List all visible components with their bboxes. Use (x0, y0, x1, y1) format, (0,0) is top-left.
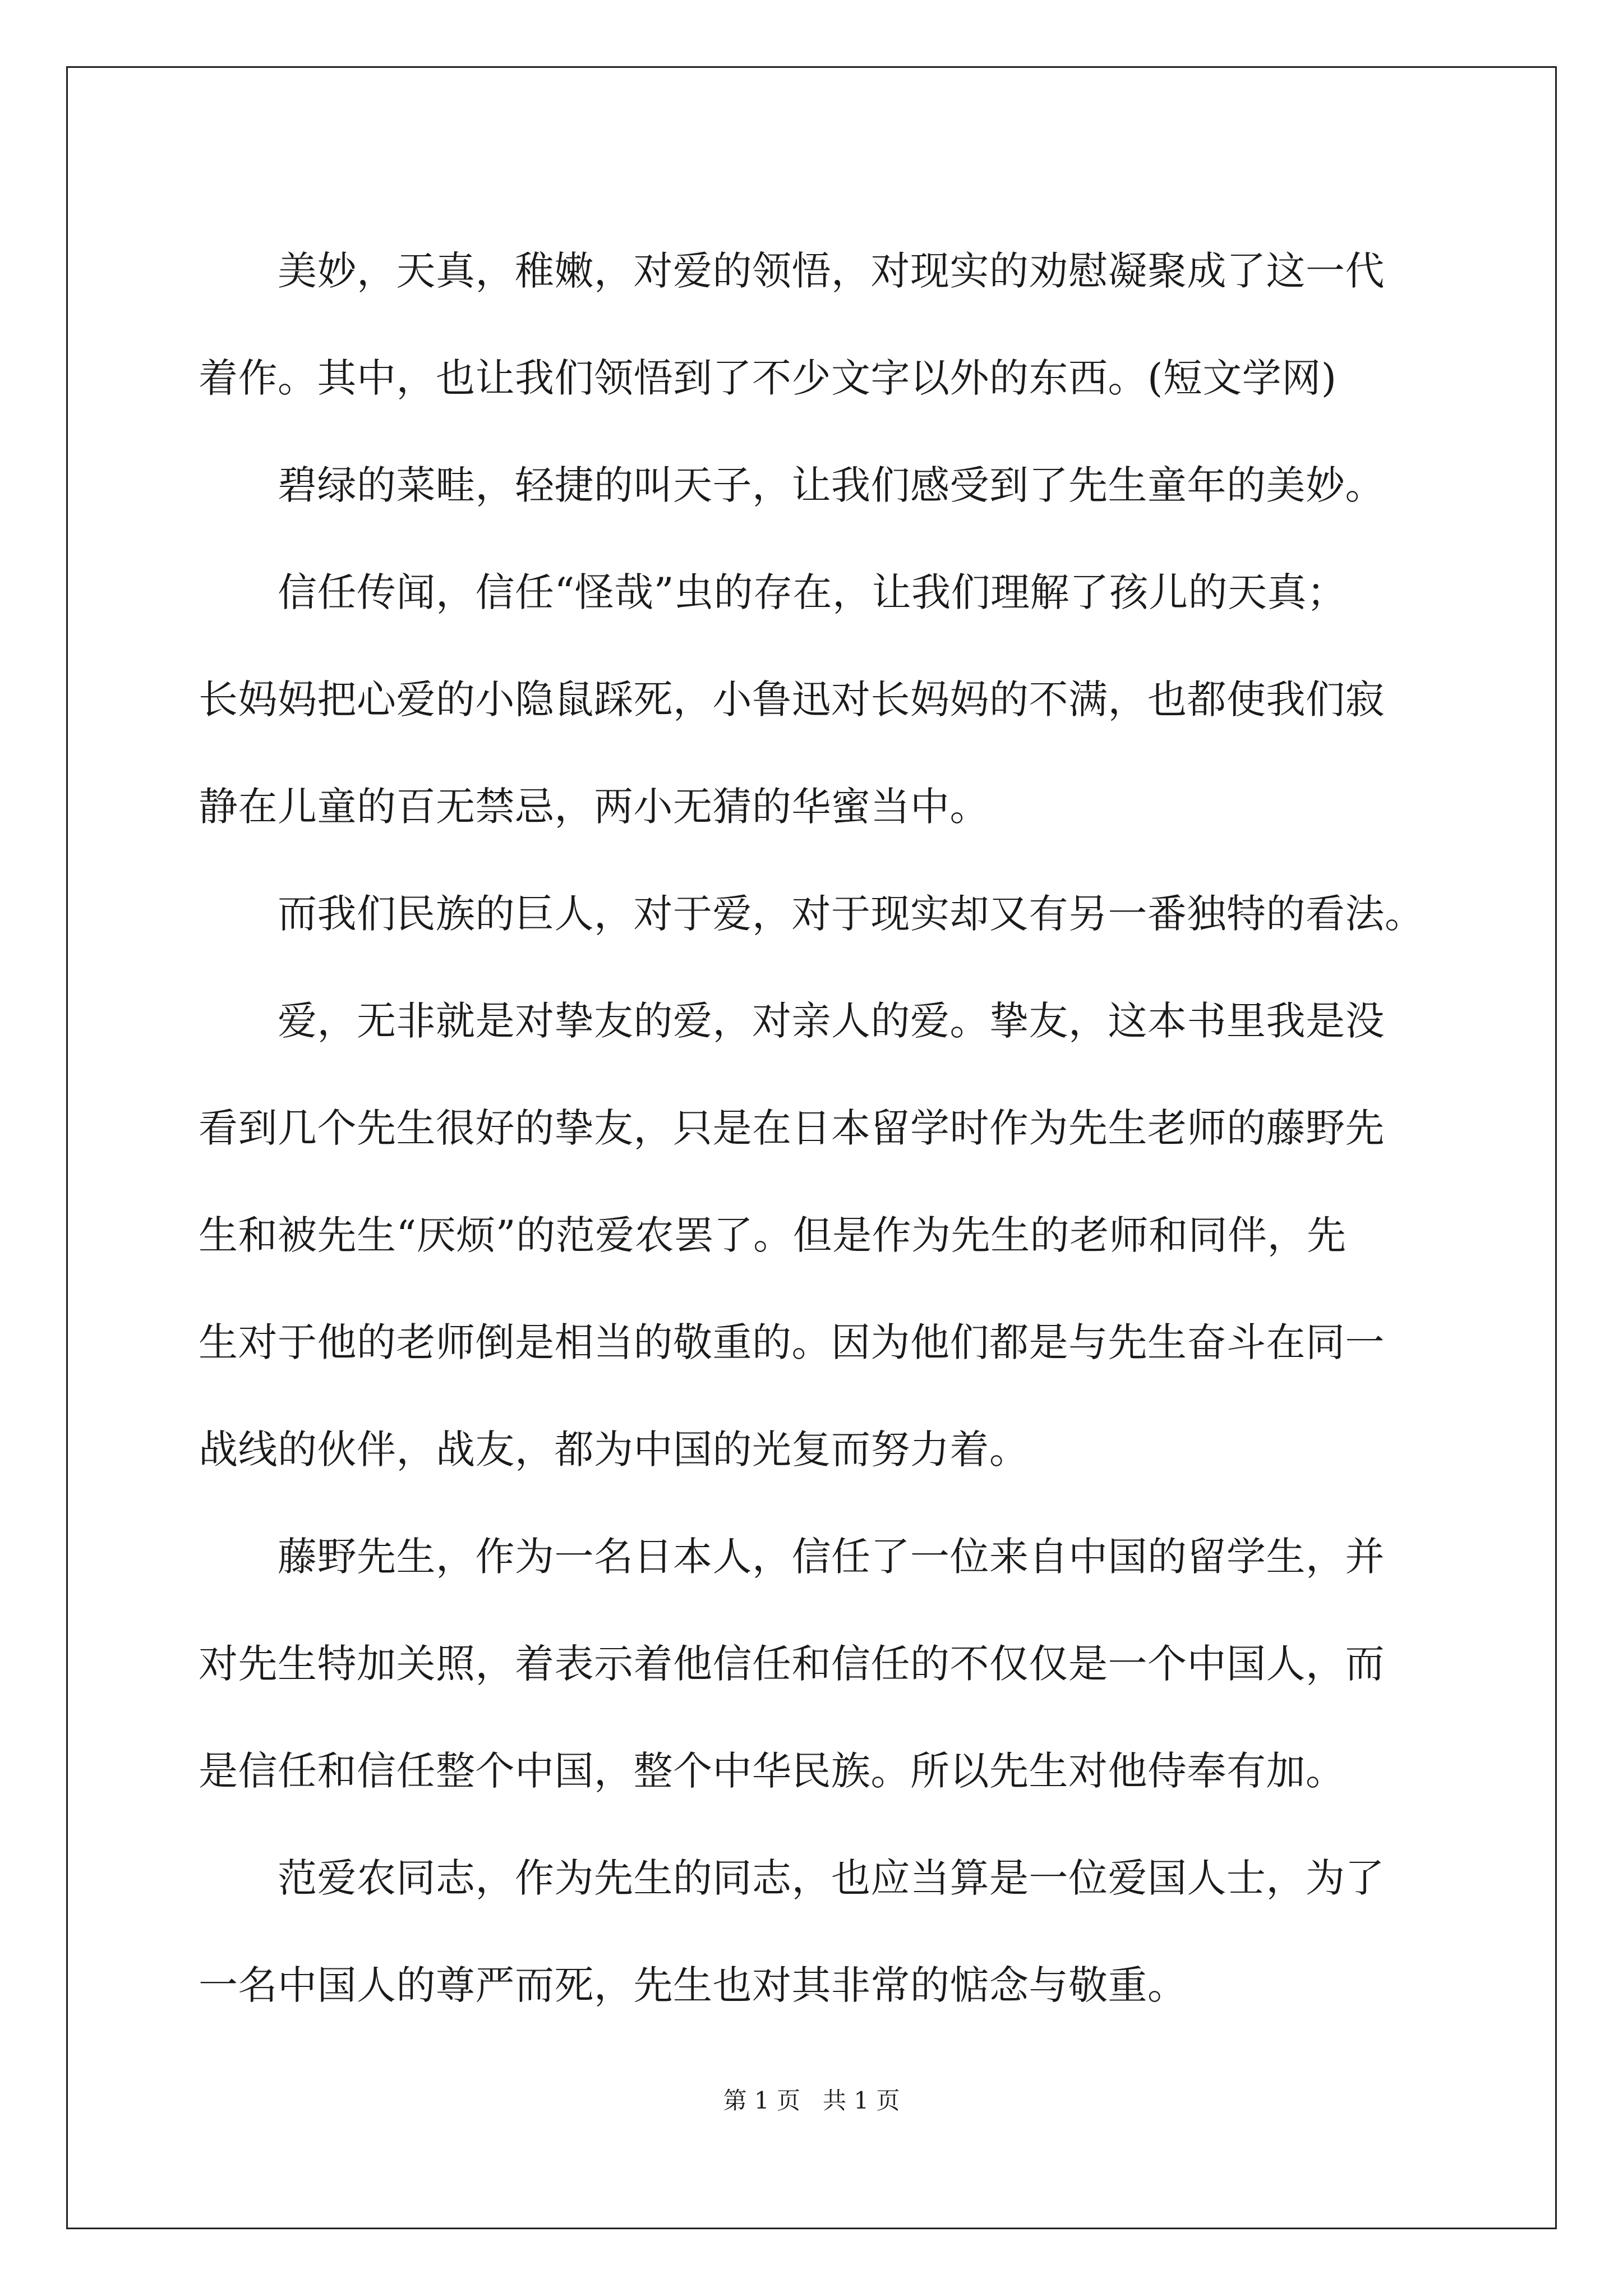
text-line: 生和被先生“厌烦”的范爱农罢了。但是作为先生的老师和同伴，先 (199, 1212, 1347, 1258)
text-line: 静在儿童的百无禁忌，两小无猜的华蜜当中。 (199, 784, 989, 830)
page-number-total: 共 1 页 (823, 2087, 900, 2114)
text-line: 范爱农同志，作为先生的同志，也应当算是一位爱国人士，为了 (199, 1855, 1385, 1901)
text-line: 藤野先生，作为一名日本人，信任了一位来自中国的留学生，并 (199, 1534, 1385, 1580)
text-line: 对先生特加关照，着表示着他信任和信任的不仅仅是一个中国人，而 (199, 1641, 1385, 1687)
text-line: 信任传闻，信任“怪哉”虫的存在，让我们理解了孩儿的天真； (199, 569, 1347, 615)
text-line: 美妙，天真，稚嫩，对爱的领悟，对现实的劝慰凝聚成了这一代 (199, 248, 1385, 294)
text-line: 而我们民族的巨人，对于爱，对于现实却又有另一番独特的看法。 (199, 891, 1424, 937)
text-line: 是信任和信任整个中国，整个中华民族。所以先生对他侍奉有加。 (199, 1748, 1345, 1794)
text-line: 着作。其中，也让我们领悟到了不少文字以外的东西。(短文学网) (199, 355, 1337, 401)
text-line: 爱，无非就是对挚友的爱，对亲人的爱。挚友，这本书里我是没 (199, 998, 1385, 1044)
text-line: 一名中国人的尊严而死，先生也对其非常的惦念与敬重。 (199, 1962, 1187, 2008)
text-line: 长妈妈把心爱的小隐鼠踩死，小鲁迅对长妈妈的不满，也都使我们寂 (199, 677, 1385, 723)
text-line: 战线的伙伴，战友，都为中国的光复而努力着。 (199, 1427, 1029, 1473)
text-line: 生对于他的老师倒是相当的敬重的。因为他们都是与先生奋斗在同一 (199, 1319, 1385, 1365)
document-body (199, 218, 1427, 2039)
text-line: 碧绿的菜畦，轻捷的叫天子，让我们感受到了先生童年的美妙。 (199, 462, 1385, 508)
text-line: 看到几个先生很好的挚友，只是在日本留学时作为先生老师的藤野先 (199, 1105, 1385, 1151)
page-footer (0, 2084, 1623, 2118)
page-number-current: 第 1 页 (723, 2087, 800, 2114)
